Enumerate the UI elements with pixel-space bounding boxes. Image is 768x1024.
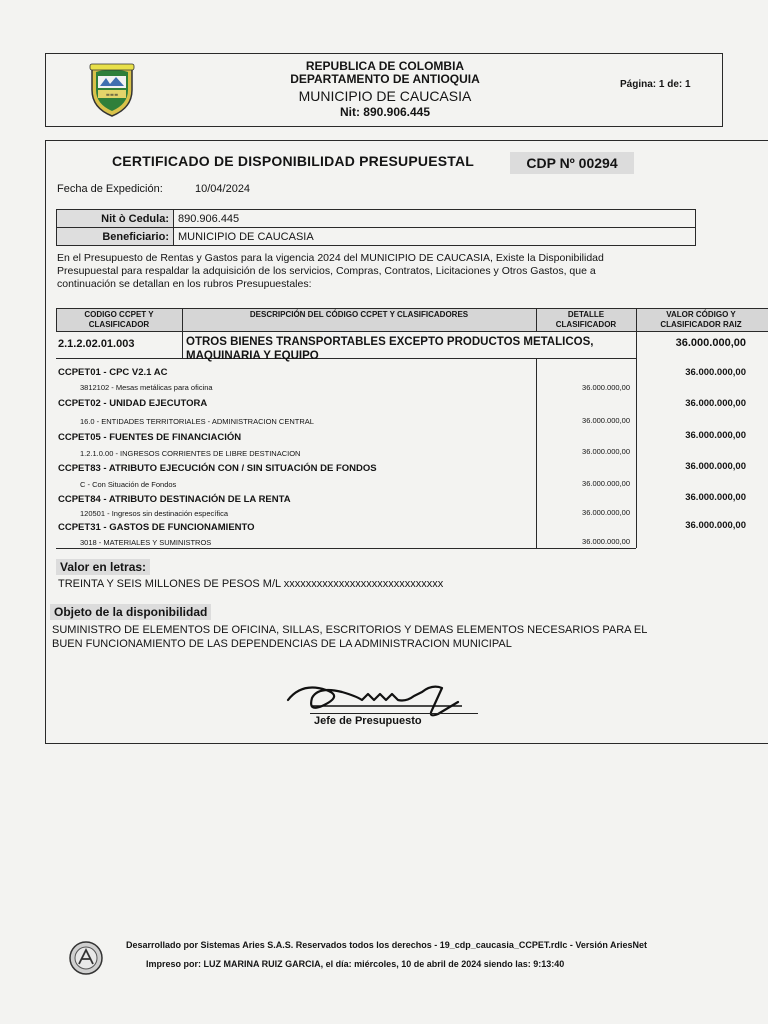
- table-divider: [182, 308, 183, 358]
- purpose-label: Objeto de la disponibilidad: [50, 604, 211, 620]
- table-divider: [56, 548, 636, 549]
- header-description: DESCRIPCIÓN DEL CÓDIGO CCPET Y CLASIFICADORES: [249, 310, 469, 319]
- main-description-line: MAQUINARIA Y EQUIPO: [186, 350, 319, 362]
- intro-line: Presupuestal para respaldar la adquisición de los servicios, Compras, Contratos, Licitaciones y Otros Gastos, que a: [57, 265, 596, 277]
- amount-in-words: TREINTA Y SEIS MILLONES DE PESOS M/L xxxxxxxxxxxxxxxxxxxxxxxxxxxxx: [58, 578, 444, 590]
- main-code: 2.1.2.02.01.003: [58, 338, 135, 350]
- header-nit: Nit: 890.906.445: [339, 105, 431, 119]
- classifier-title: CCPET31 - GASTOS DE FUNCIONAMIENTO: [58, 522, 255, 533]
- amount-in-words-label: Valor en letras:: [56, 559, 150, 575]
- signature-role: Jefe de Presupuesto: [314, 715, 422, 727]
- classifier-detail: 36.000.000,00: [582, 479, 630, 488]
- cdp-number: CDP Nº 00294: [510, 152, 634, 174]
- classifier-value: 36.000.000,00: [685, 398, 746, 409]
- classifier-title: CCPET01 - CPC V2.1 AC: [58, 367, 168, 378]
- certificate-title: CERTIFICADO DE DISPONIBILIDAD PRESUPUESTAL: [112, 153, 475, 169]
- header-municipality: MUNICIPIO DE CAUCASIA: [298, 88, 472, 104]
- main-description: [186, 335, 646, 363]
- classifier-sub: C - Con Situación de Fondos: [80, 480, 177, 489]
- classifier-value: 36.000.000,00: [685, 430, 746, 441]
- beneficiary-value: MUNICIPIO DE CAUCASIA: [174, 228, 696, 246]
- issue-date-value: 10/04/2024: [195, 183, 251, 195]
- footer-credits: Desarrollado por Sistemas Aries S.A.S. Reservados todos los derechos - 19_cdp_caucasia_CCPET.rdlc - Versión AriesNet: [126, 940, 648, 950]
- intro-line: En el Presupuesto de Rentas y Gastos para la vigencia 2024 del MUNICIPIO DE CAUCASIA, Existe la Disponibilidad: [57, 252, 604, 264]
- classifier-value: 36.000.000,00: [685, 520, 746, 531]
- nit-value: 890.906.445: [174, 210, 696, 228]
- classifier-sub: 120501 - Ingresos sin destinación específica: [80, 509, 229, 518]
- table-divider: [536, 308, 537, 332]
- page-number: Página: 1 de: 1: [620, 79, 691, 90]
- nit-label: Nit ò Cedula:: [57, 210, 174, 228]
- purpose-line: BUEN FUNCIONAMIENTO DE LAS DEPENDENCIAS DE LA ADMINISTRACION MUNICIPAL: [52, 638, 512, 650]
- classifier-title: CCPET05 - FUENTES DE FINANCIACIÓN: [58, 432, 242, 443]
- classifier-value: 36.000.000,00: [685, 461, 746, 472]
- classifier-sub: 3018 - MATERIALES Y SUMINISTROS: [80, 538, 212, 547]
- beneficiary-label: Beneficiario:: [57, 228, 174, 246]
- municipal-coat-of-arms-icon: [86, 60, 138, 118]
- classifier-sub: 16.0 - ENTIDADES TERRITORIALES - ADMINISTRACION CENTRAL: [80, 417, 314, 426]
- svg-text:≡≡≡: ≡≡≡: [105, 92, 119, 99]
- classifier-sub: 3812102 - Mesas metálicas para oficina: [80, 383, 213, 392]
- issue-date-row: [57, 183, 250, 195]
- classifier-detail: 36.000.000,00: [582, 383, 630, 392]
- classifier-title: CCPET83 - ATRIBUTO EJECUCIÓN CON / SIN SITUACIÓN DE FONDOS: [58, 463, 377, 474]
- header-republic: REPUBLICA DE COLOMBIA: [305, 59, 465, 73]
- classifier-title: CCPET02 - UNIDAD EJECUTORA: [58, 398, 208, 409]
- aries-logo-icon: [68, 940, 104, 976]
- header-root-value: VALOR CÓDIGO Y CLASIFICADOR RAIZ: [660, 310, 742, 329]
- purpose-text: [52, 623, 647, 651]
- beneficiary-table: [56, 209, 696, 246]
- footer-printed-by: Impreso por: LUZ MARINA RUIZ GARCIA, el día: miércoles, 10 de abril de 2024 siendo las: 9:13:40: [146, 959, 565, 969]
- classifier-value: 36.000.000,00: [685, 367, 746, 378]
- main-description-line: OTROS BIENES TRANSPORTABLES EXCEPTO PRODUCTOS METALICOS,: [186, 336, 594, 348]
- intro-paragraph: [57, 252, 737, 291]
- header-code: CODIGO CCPET Y CLASIFICADOR: [84, 310, 154, 329]
- classifier-detail: 36.000.000,00: [582, 447, 630, 456]
- classifier-detail: 36.000.000,00: [582, 537, 630, 546]
- signature-line: [310, 713, 478, 714]
- header-department: DEPARTAMENTO DE ANTIOQUIA: [290, 72, 480, 86]
- classifier-detail: 36.000.000,00: [582, 508, 630, 517]
- classifier-detail: 36.000.000,00: [582, 416, 630, 425]
- classifier-sub: 1.2.1.0.00 - INGRESOS CORRIENTES DE LIBRE DESTINACION: [80, 449, 301, 458]
- intro-line: continuación se detallan en los rubros Presupuestales:: [57, 278, 312, 290]
- purpose-line: SUMINISTRO DE ELEMENTOS DE OFICINA, SILLAS, ESCRITORIOS Y DEMAS ELEMENTOS NECESARIOS PARA EL: [52, 624, 648, 636]
- issue-date-label: Fecha de Expedición:: [57, 183, 163, 195]
- header-detail: DETALLE CLASIFICADOR: [555, 310, 617, 329]
- main-value: 36.000.000,00: [675, 337, 746, 349]
- classifier-value: 36.000.000,00: [685, 492, 746, 503]
- classifier-title: CCPET84 - ATRIBUTO DESTINACIÓN DE LA RENTA: [58, 494, 291, 505]
